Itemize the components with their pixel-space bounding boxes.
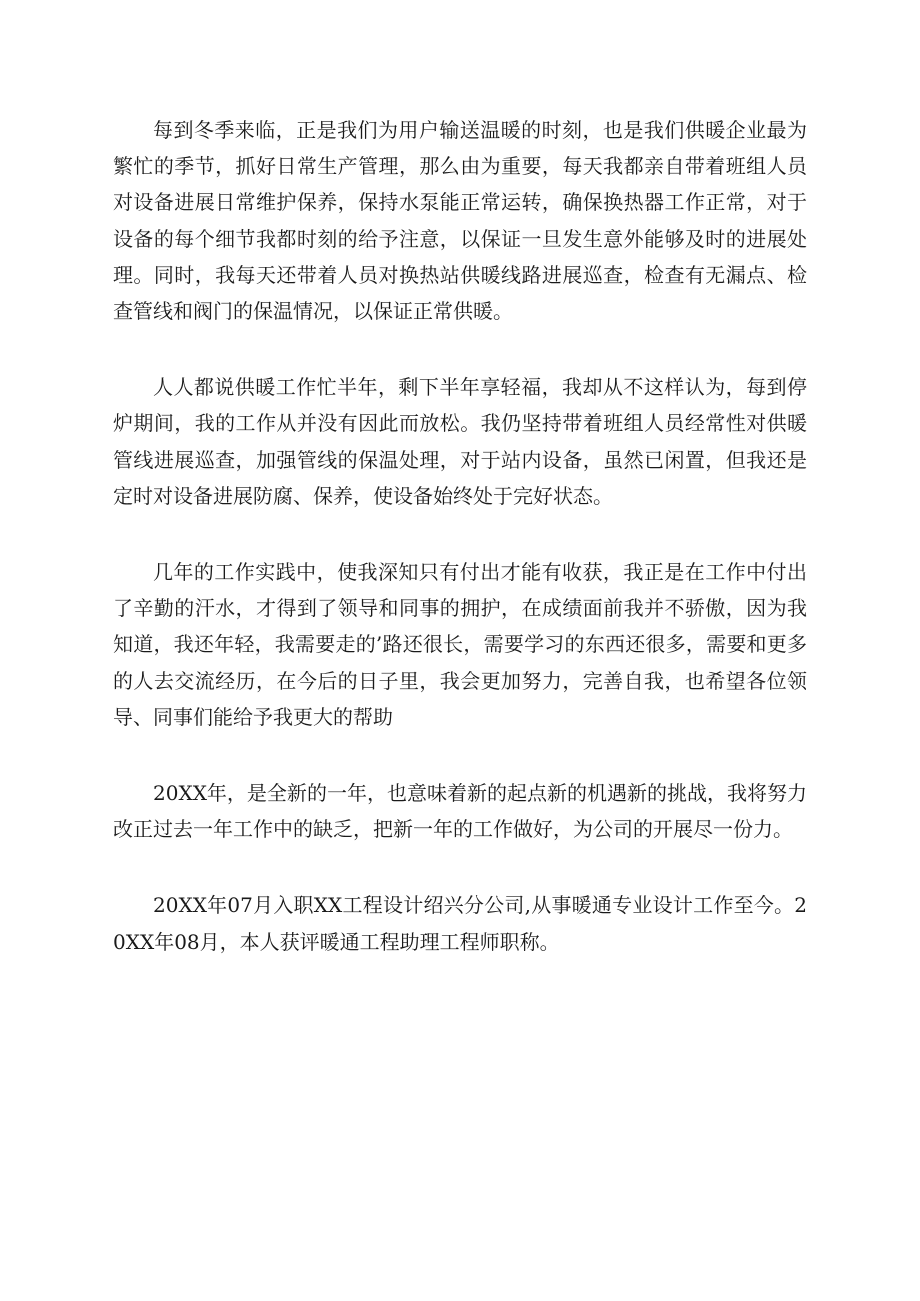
paragraph-reflection: 几年的工作实践中，使我深知只有付出才能有收获，我正是在工作中付出了辛勤的汗水，才得到了领导和同事的拥护，在成绩面前我并不骄傲，因为我知道，我还年轻，我需要走的’路还很长，需要学习的东西还很多，需要和更多的人去交流经历，在今后的日子里，我会更加努力，完善自我，也希望各位领导、同事们能给予我更大的帮助 [113, 560, 807, 729]
document-body [113, 112, 807, 960]
paragraph-new-year-goals: 20XX年，是全新的一年，也意味着新的起点新的机遇新的挑战，我将努力改正过去一年工作中的缺乏，把新一年的工作做好，为公司的开展尽一份力。 [113, 781, 807, 842]
paragraph-off-season-work: 人人都说供暖工作忙半年，剩下半年享轻福，我却从不这样认为，每到停炉期间，我的工作从并没有因此而放松。我仍坚持带着班组人员经常性对供暖管线进展巡查，加强管线的保温处理，对于站内设备，虽然已闲置，但我还是定时对设备进展防腐、保养，使设备始终处于完好状态。 [113, 375, 807, 508]
paragraph-career-history: 20XX年07月入职XX工程设计绍兴分公司,从事暖通专业设计工作至今。20XX年08月，本人获评暖通工程助理工程师职称。 [113, 893, 807, 954]
paragraph-winter-work: 每到冬季来临，正是我们为用户输送温暖的时刻，也是我们供暖企业最为繁忙的季节，抓好日常生产管理，那么由为重要，每天我都亲自带着班组人员对设备进展日常维护保养，保持水泵能正常运转，确保换热器工作正常，对于设备的每个细节我都时刻的给予注意，以保证一旦发生意外能够及时的进展处理。同时，我每天还带着人员对换热站供暖线路进展巡查，检查有无漏点、检查管线和阀门的保温情况，以保证正常供暖。 [113, 118, 807, 324]
